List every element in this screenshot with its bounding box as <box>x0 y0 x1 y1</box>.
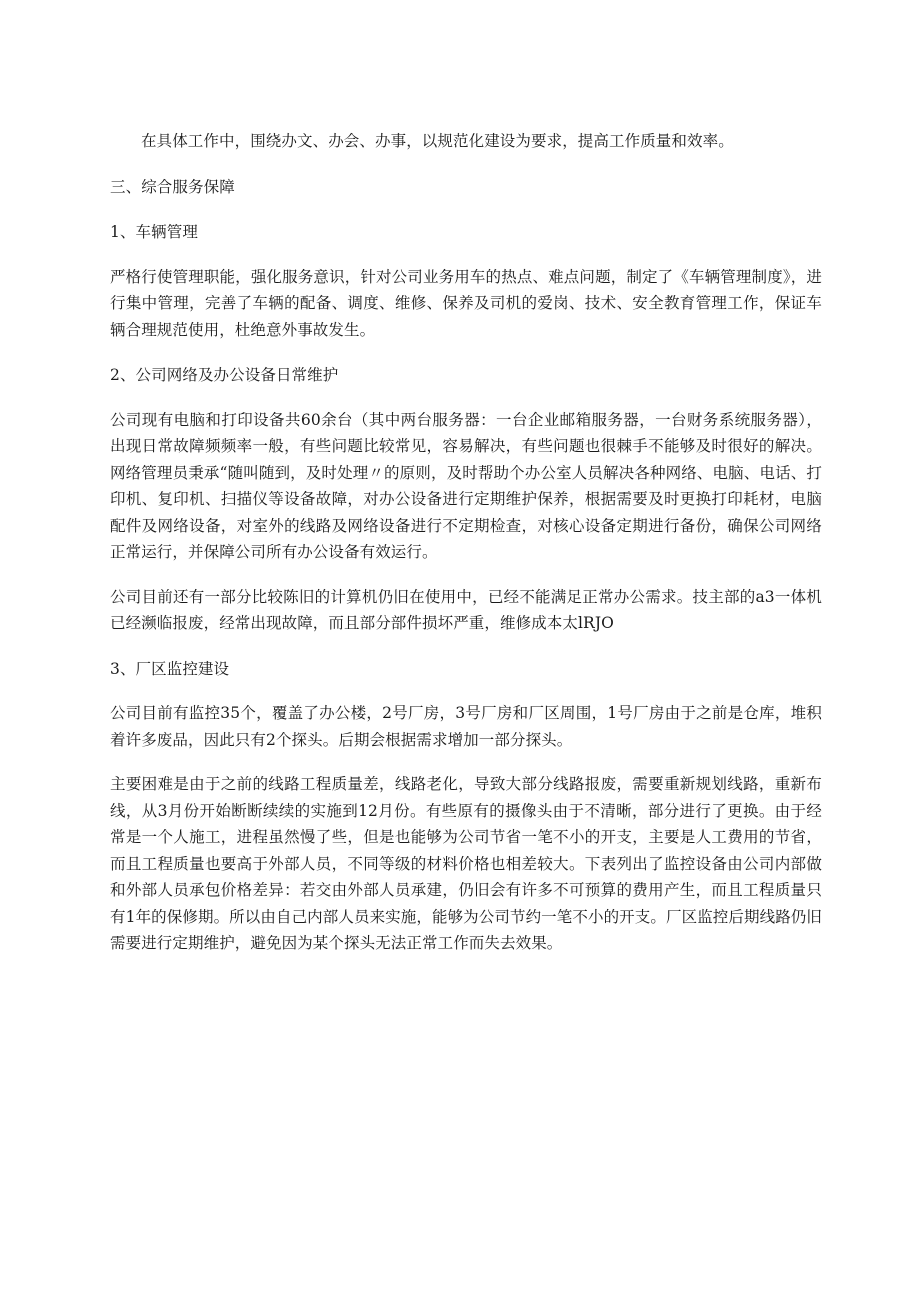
subsection-title-vehicles: 1、车辆管理 <box>110 223 198 241</box>
difficulties-paragraph: 主要困难是由于之前的线路工程质量差，线路老化，导致大部分线路报废，需要重新规划线路，重新布线，从3月份开始断断续续的实施到12月份。有些原有的摄像头由于不清晰，部分进行了更换。由于经常是一个人施工，进程虽然慢了些，但是也能够为公司节省一笔不小的开支，主要是人工费用的节省，而且工程质量也要高于外部人员，不同等级的材料价格也相差较大。下表列出了监控设备由公司内部做和外部人员承包价格差异：若交由外部人员承建，仍旧会有许多不可预算的费用产生，而且工程质量只有1年的保修期。所以由自己内部人员来实施，能够为公司节约一笔不小的开支。厂区监控后期线路仍旧需要进行定期维护，避免因为某个探头无法正常工作而失去效果。 <box>110 775 822 952</box>
document-page <box>110 128 822 957</box>
network-paragraph: 公司现有电脑和打印设备共60余台（其中两台服务器：一台企业邮箱服务器，一台财务系统服务器），出现日常故障频频率一般，有些问题比较常见，容易解决，有些问题也很棘手不能够及时很好的解决。网络管理员秉承“随叫随到，及时处理〃的原则，及时帮助个办公室人员解决各种网络、电脑、电话、打印机、复印机、扫描仪等设备故障，对办公设备进行定期维护保养，根据需要及时更换打印耗材，电脑配件及网络设备，对室外的线路及网络设备进行不定期检查，对核心设备定期进行备份，确保公司网络正常运行，并保障公司所有办公设备有效运行。 <box>110 410 822 561</box>
section-title: 三、综合服务保障 <box>110 177 235 196</box>
subsection-title-monitoring: 3、厂区监控建设 <box>110 659 230 678</box>
monitoring-paragraph: 公司目前有监控35个，覆盖了办公楼，2号厂房，3号厂房和厂区周围，1号厂房由于之前是仓库，堆积着许多废品，因此只有2个探头。后期会根据需求增加一部分探头。 <box>110 704 822 749</box>
subsection-title-network: 2、公司网络及办公设备日常维护 <box>110 366 339 384</box>
old-computers-paragraph: 公司目前还有一部分比较陈旧的计算机仍旧在使用中，已经不能满足正常办公需求。技主部的a3一体机已经濒临报废，经常出现故障，而且部分部件损坏严重，维修成本太lRJO <box>110 587 822 632</box>
intro-paragraph: 在具体工作中，围绕办文、办会、办事，以规范化建设为要求，提高工作质量和效率。 <box>141 132 734 150</box>
vehicles-paragraph: 严格行使管理职能，强化服务意识，针对公司业务用车的热点、难点问题，制定了《车辆管理制度》，进行集中管理，完善了车辆的配备、调度、维修、保养及司机的爱岗、技术、安全教育管理工作，保证车辆合理规范使用，杜绝意外事故发生。 <box>110 267 822 339</box>
